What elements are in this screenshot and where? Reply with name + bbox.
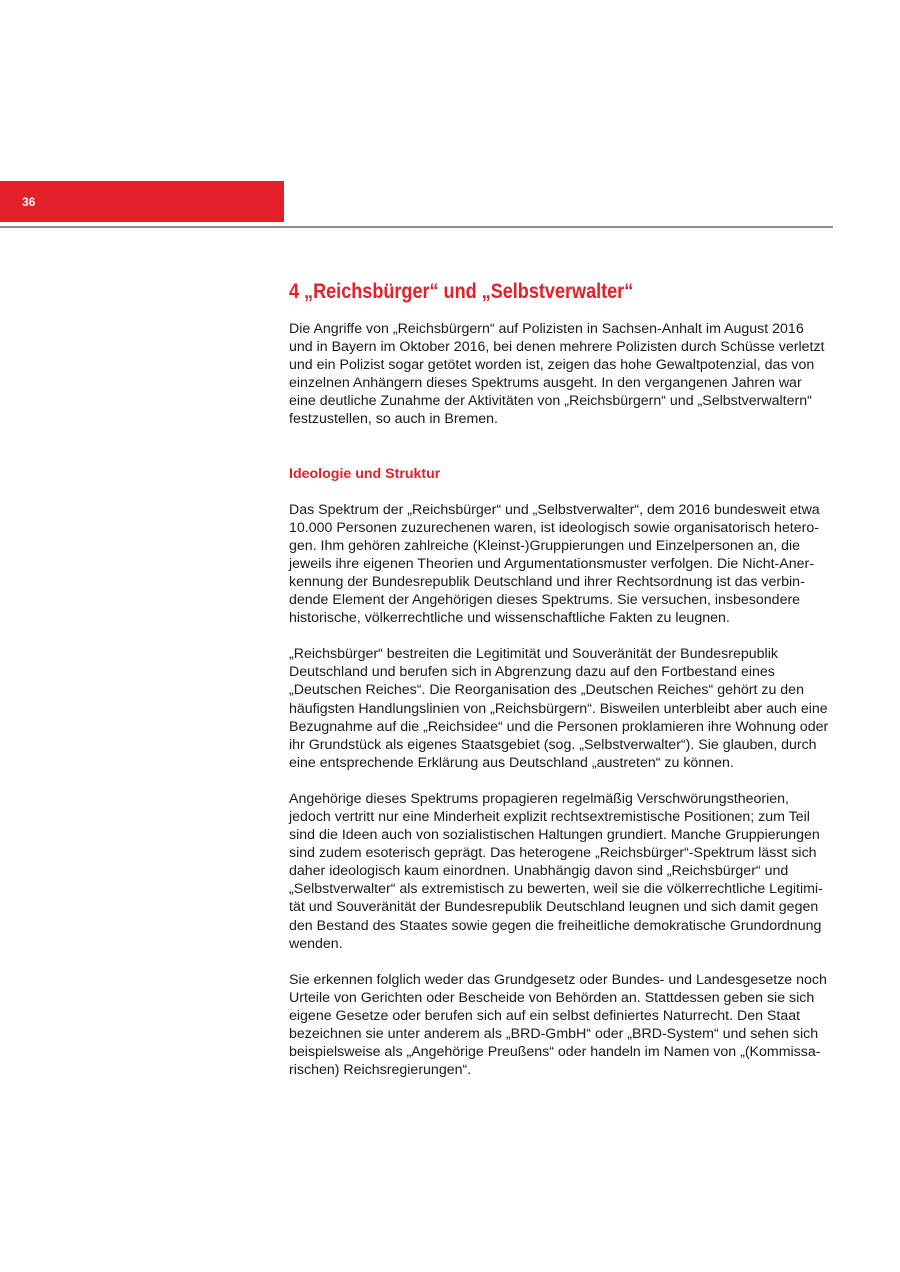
- text-line: eine entsprechende Erklärung aus Deutschland „austreten“ zu können.: [289, 754, 734, 771]
- text-line: Angehörige dieses Spektrums propagieren regelmäßig Verschwörungstheorien,: [289, 790, 789, 807]
- text-line: den Bestand des Staates sowie gegen die freiheitliche demokratische Grundordnung: [289, 917, 822, 934]
- text-line: 10.000 Personen zuzurechenen waren, ist ideologisch sowie organisatorisch hetero-: [289, 519, 819, 536]
- text-line: kennung der Bundesrepublik Deutschland und ihrer Rechtsordnung ist das verbin-: [289, 573, 805, 590]
- text-line: Urteile von Gerichten oder Bescheide von Behörden an. Stattdessen geben sie sich: [289, 989, 815, 1006]
- text-line: eine deutliche Zunahme der Aktivitäten von „Reichsbürgern“ und „Selbstverwaltern“: [289, 393, 812, 410]
- body-paragraph-3: [289, 790, 849, 953]
- text-line: Das Spektrum der „Reichsbürger“ und „Selbstverwalter“, dem 2016 bundesweit etwa: [289, 501, 820, 518]
- text-line: „Selbstverwalter“ als extremistisch zu bewerten, weil sie die völkerrechtliche Legitimi-: [289, 881, 823, 898]
- text-line: Bezugnahme auf die „Reichsidee“ und die Personen proklamieren ihre Wohnung oder: [289, 718, 829, 735]
- body-paragraph-1: [289, 501, 849, 628]
- text-line: beispielsweise als „Angehörige Preußens“ oder handeln im Namen von „(Kommissa-: [289, 1044, 821, 1061]
- body-paragraph-4: [289, 971, 849, 1080]
- text-line: und ein Polizist sogar getötet worden ist, zeigen das hohe Gewaltpotenzial, das von: [289, 357, 815, 374]
- text-line: historische, völkerrechtliche und wissenschaftliche Fakten zu leugnen.: [289, 610, 730, 627]
- text-line: jedoch vertritt nur eine Minderheit explizit rechtsextremistische Positionen; zum Teil: [289, 808, 810, 825]
- text-line: und in Bayern im Oktober 2016, bei denen mehrere Polizisten durch Schüsse verletzt: [289, 339, 825, 356]
- text-line: rischen) Reichsregierungen“.: [289, 1062, 472, 1079]
- text-line: gen. Ihm gehören zahlreiche (Kleinst-)Gruppierungen und Einzelpersonen an, die: [289, 537, 801, 554]
- body-paragraph-2: [289, 645, 849, 772]
- intro-paragraph: [289, 320, 849, 429]
- text-line: Die Angriffe von „Reichsbürgern“ auf Polizisten in Sachsen-Anhalt im August 2016: [289, 321, 804, 337]
- chapter-title: 4 „Reichsbürger“ und „Selbstverwalter“: [289, 280, 634, 303]
- text-line: festzustellen, so auch in Bremen.: [289, 411, 498, 428]
- text-line: daher ideologisch kaum einordnen. Unabhängig davon sind „Reichsbürger“ und: [289, 863, 789, 880]
- text-line: wenden.: [289, 935, 343, 952]
- text-line: Deutschland und berufen sich in Abgrenzung dazu auf den Fortbestand eines: [289, 664, 775, 681]
- text-line: tät und Souveränität der Bundesrepublik Deutschland leugnen und sich damit gegen: [289, 899, 819, 916]
- text-line: sind zudem esoterisch geprägt. Das heterogene „Reichsbürger“-Spektrum lässt sich: [289, 845, 817, 862]
- text-line: dende Element der Angehörigen dieses Spektrums. Sie versuchen, insbesondere: [289, 592, 801, 609]
- text-line: „Deutschen Reiches“. Die Reorganisation des „Deutschen Reiches“ gehört zu den: [289, 682, 804, 699]
- page-number-bar: [0, 181, 284, 222]
- section-heading: Ideologie und Struktur: [289, 465, 441, 482]
- text-line: häufigsten Handlungslinien von „Reichsbürgern“. Bisweilen unterbleibt aber auch eine: [289, 700, 828, 717]
- page-number: 36: [22, 195, 36, 209]
- text-line: bezeichnen sie unter anderem als „BRD-GmbH“ oder „BRD-System“ und sehen sich: [289, 1026, 819, 1042]
- header-divider: [0, 226, 833, 228]
- text-line: jeweils ihre eigenen Theorien und Argumentationsmuster verfolgen. Die Nicht-Aner-: [289, 555, 814, 572]
- text-line: einzelnen Anhängern dieses Spektrums ausgeht. In den vergangenen Jahren war: [289, 375, 802, 392]
- text-line: ihr Grundstück als eigenes Staatsgebiet (sog. „Selbstverwalter“). Sie glauben, durch: [289, 736, 817, 753]
- text-line: sind die Ideen auch von sozialistischen Haltungen grundiert. Manche Gruppierungen: [289, 827, 820, 844]
- text-line: Sie erkennen folglich weder das Grundgesetz oder Bundes- und Landesgesetze noch: [289, 971, 827, 988]
- text-line: „Reichsbürger“ bestreiten die Legitimität und Souveränität der Bundesrepublik: [289, 646, 778, 663]
- main-content: [289, 278, 849, 1079]
- text-line: eigene Gesetze oder berufen sich auf ein selbst definiertes Naturrecht. Den Staat: [289, 1007, 801, 1024]
